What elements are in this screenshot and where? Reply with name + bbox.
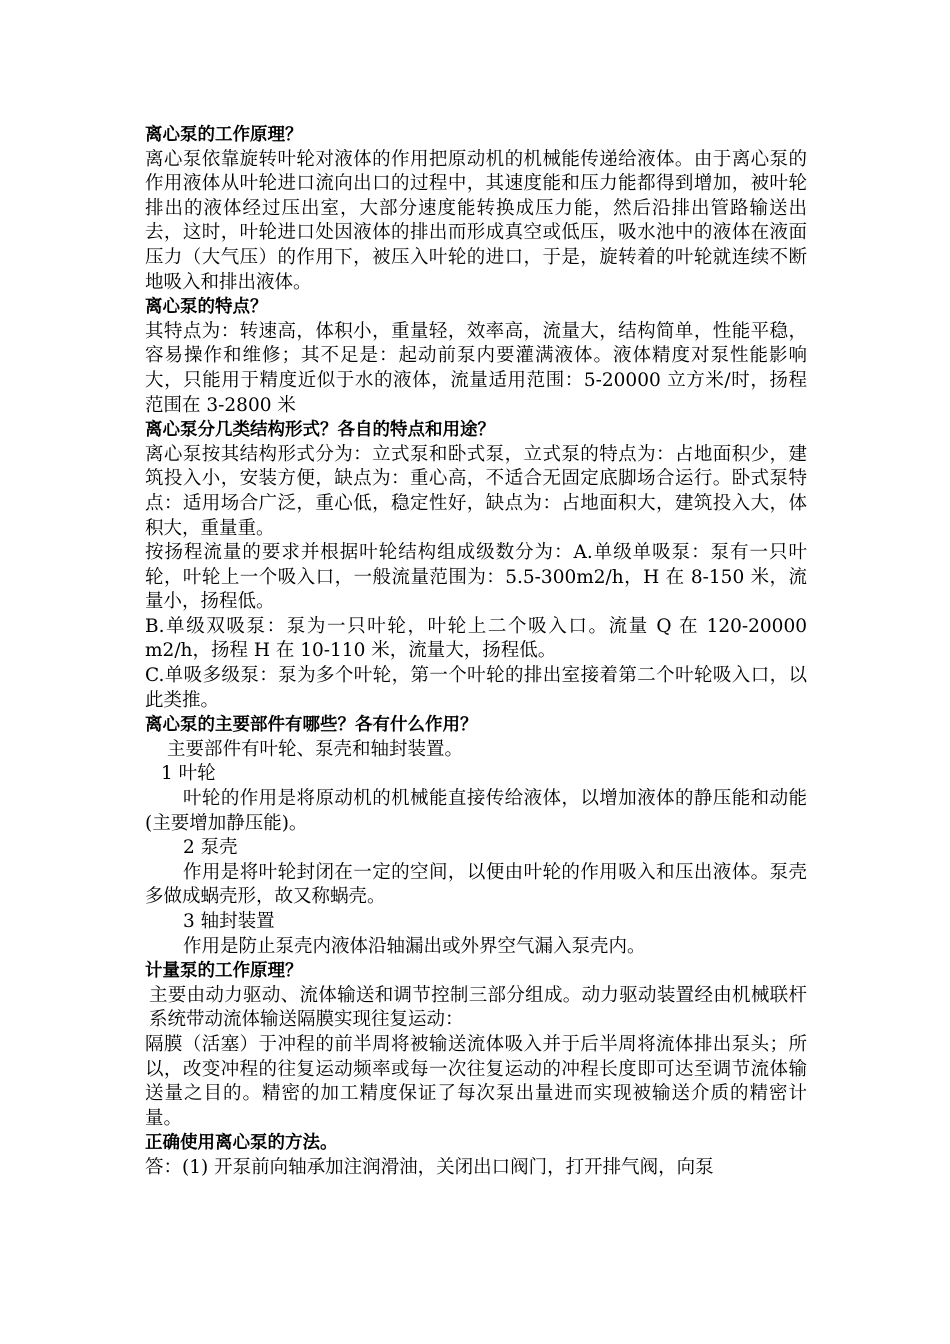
section-heading-features: 离心泵的特点？ bbox=[145, 297, 268, 318]
paragraph-features: 其特点为：转速高，体积小，重量轻，效率高，流量大，结构简单，性能平稳，容易操作和维修；其不足是：起动前泵内要灌满液体。液体精度对泵性能影响大，只能用于精度近似于水的液体，流量适用范围：5-20000 立方米/时，扬程范围在 3-2800 米 bbox=[145, 320, 807, 416]
part-title-shaft-seal: 3 轴封装置 bbox=[183, 911, 275, 932]
section-heading-structure-types: 离心泵分几类结构形式？各自的特点和用途？ bbox=[145, 420, 495, 441]
part-title-impeller: 1 叶轮 bbox=[161, 763, 216, 785]
part-text-casing: 作用是将叶轮封闭在一定的空间，以便由叶轮的作用吸入和压出液体。泵壳多做成蜗壳形，故又称蜗壳。 bbox=[145, 861, 807, 908]
paragraph-multistage: C.单吸多级泵：泵为多个叶轮，第一个叶轮的排出室接着第二个叶轮吸入口，以此类推。 bbox=[145, 665, 807, 711]
paragraph-working-principle: 离心泵依靠旋转叶轮对液体的作用把原动机的机械能传递给液体。由于离心泵的作用液体从叶轮进口流向出口的过程中，其速度能和压力能都得到增加，被叶轮排出的液体经过压出室，大部分速度能转换成压力能，然后沿排出管路输送出去，这时，叶轮进口处因液体的排出而形成真空或低压，吸水池中的液体在液面压力（大气压）的作用下，被压入叶轮的进口，于是，旋转着的叶轮就连续不断地吸入和排出液体。 bbox=[145, 148, 807, 293]
paragraph-double-suction: B.单级双吸泵：泵为一只叶轮，叶轮上二个吸入口。流量 Q 在 120-20000 m2/h，扬程 H 在 10-110 米，流量大，扬程低。 bbox=[145, 615, 807, 662]
paragraph-main-parts-intro: 主要部件有叶轮、泵壳和轴封装置。 bbox=[167, 738, 464, 760]
document-page bbox=[145, 123, 807, 1181]
paragraph-metering-pump-components: 主要由动力驱动、流体输送和调节控制三部分组成。动力驱动装置经由机械联杆系统带动流体输送隔膜实现往复运动： bbox=[149, 984, 807, 1031]
paragraph-stage-classification: 按扬程流量的要求并根据叶轮结构组成级数分为：A.单级单吸泵：泵有一只叶轮，叶轮上一个吸入口，一般流量范围为：5.5-300m2/h，H 在 8-150 米，流量小，扬程低。 bbox=[145, 542, 807, 613]
section-heading-working-principle: 离心泵的工作原理？ bbox=[145, 125, 303, 145]
section-heading-metering-pump: 计量泵的工作原理？ bbox=[145, 961, 303, 982]
part-text-shaft-seal: 作用是防止泵壳内液体沿轴漏出或外界空气漏入泵壳内。 bbox=[183, 935, 646, 957]
paragraph-structure-types: 离心泵按其结构形式分为：立式泵和卧式泵，立式泵的特点为：占地面积少，建筑投入小，安装方便，缺点为：重心高，不适合无固定底脚场合运行。卧式泵特点：适用场合广泛，重心低，稳定性好，缺点为：占地面积大，建筑投入大，体积大，重量重。 bbox=[145, 443, 807, 539]
section-heading-correct-usage: 正确使用离心泵的方法。 bbox=[145, 1133, 338, 1154]
section-heading-main-parts: 离心泵的主要部件有哪些？各有什么作用？ bbox=[145, 715, 478, 736]
part-text-impeller: 叶轮的作用是将原动机的机械能直接传给液体，以增加液体的静压能和动能(主要增加静压能)。 bbox=[145, 788, 807, 834]
part-title-casing: 2 泵壳 bbox=[183, 837, 238, 859]
paragraph-correct-usage: 答：(1) 开泵前向轴承加注润滑油，关闭出口阀门，打开排气阀，向泵 bbox=[145, 1156, 714, 1178]
paragraph-metering-pump-diaphragm: 隔膜（活塞）于冲程的前半周将被输送流体吸入并于后半周将流体排出泵头；所以，改变冲程的往复运动频率或每一次往复运动的冲程长度即可达至调节流体输送量之目的。精密的加工精度保证了每次泵出量进而实现被输送介质的精密计量。 bbox=[145, 1033, 807, 1129]
